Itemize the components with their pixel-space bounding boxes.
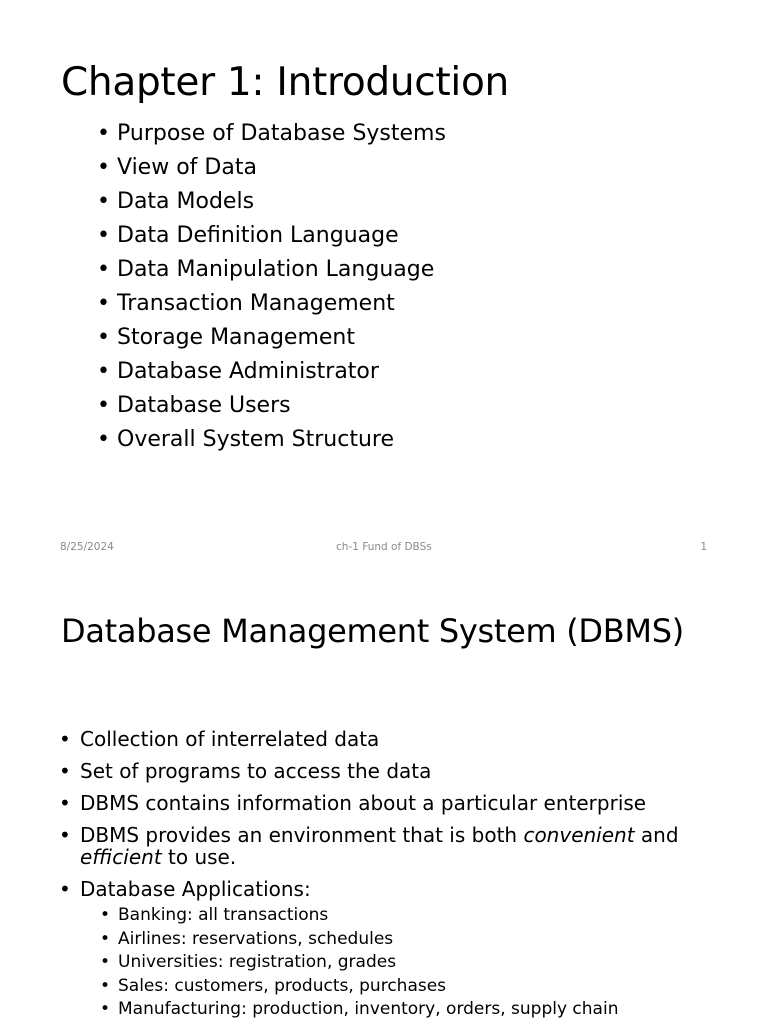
footer-title: ch-1 Fund of DBSs — [336, 541, 432, 553]
list-item: • Overall System Structure — [117, 423, 446, 457]
list-item-dbms-environment — [80, 824, 679, 868]
sub-list-item: • Airlines: reservations, schedules — [118, 928, 679, 952]
footer-date: 8/25/2024 — [60, 541, 114, 553]
text-part: DBMS provides an environment that is both — [80, 823, 524, 847]
list-item: • Data Models — [117, 185, 446, 219]
emphasis-efficient: efficient — [80, 845, 162, 869]
wrap-line-2 — [80, 846, 679, 868]
list-item: • Collection of interrelated data — [80, 728, 679, 750]
slide-2-bullet-list — [80, 728, 679, 1022]
list-item-database-applications — [80, 878, 679, 1022]
list-item: • DBMS contains information about a particular enterprise — [80, 792, 679, 814]
list-item-label: Database Applications: — [80, 877, 311, 901]
text-part: and — [634, 823, 679, 847]
list-item: • Data Manipulation Language — [117, 253, 446, 287]
list-item: • Purpose of Database Systems — [117, 117, 446, 151]
footer-page-number: 1 — [700, 541, 707, 553]
slide-1-bullet-list — [117, 117, 446, 457]
slide-1-title: Chapter 1: Introduction — [61, 60, 509, 105]
sub-list-item: • Sales: customers, products, purchases — [118, 975, 679, 999]
list-item: • Transaction Management — [117, 287, 446, 321]
slide-2 — [0, 576, 768, 1024]
list-item: • Database Administrator — [117, 355, 446, 389]
list-item: • Data Definition Language — [117, 219, 446, 253]
slide-2-title: Database Management System (DBMS) — [61, 612, 684, 650]
sub-list-item: • Banking: all transactions — [118, 904, 679, 928]
sub-list-item: • Manufacturing: production, inventory, orders, supply chain — [118, 998, 679, 1022]
emphasis-convenient: convenient — [523, 823, 635, 847]
list-item: • Database Users — [117, 389, 446, 423]
list-item: • Storage Management — [117, 321, 446, 355]
applications-sub-list — [118, 904, 679, 1022]
text-part: to use. — [161, 845, 237, 869]
wrap-line-1 — [80, 824, 679, 846]
list-item: • View of Data — [117, 151, 446, 185]
sub-list-item: • Universities: registration, grades — [118, 951, 679, 975]
list-item: • Set of programs to access the data — [80, 760, 679, 782]
